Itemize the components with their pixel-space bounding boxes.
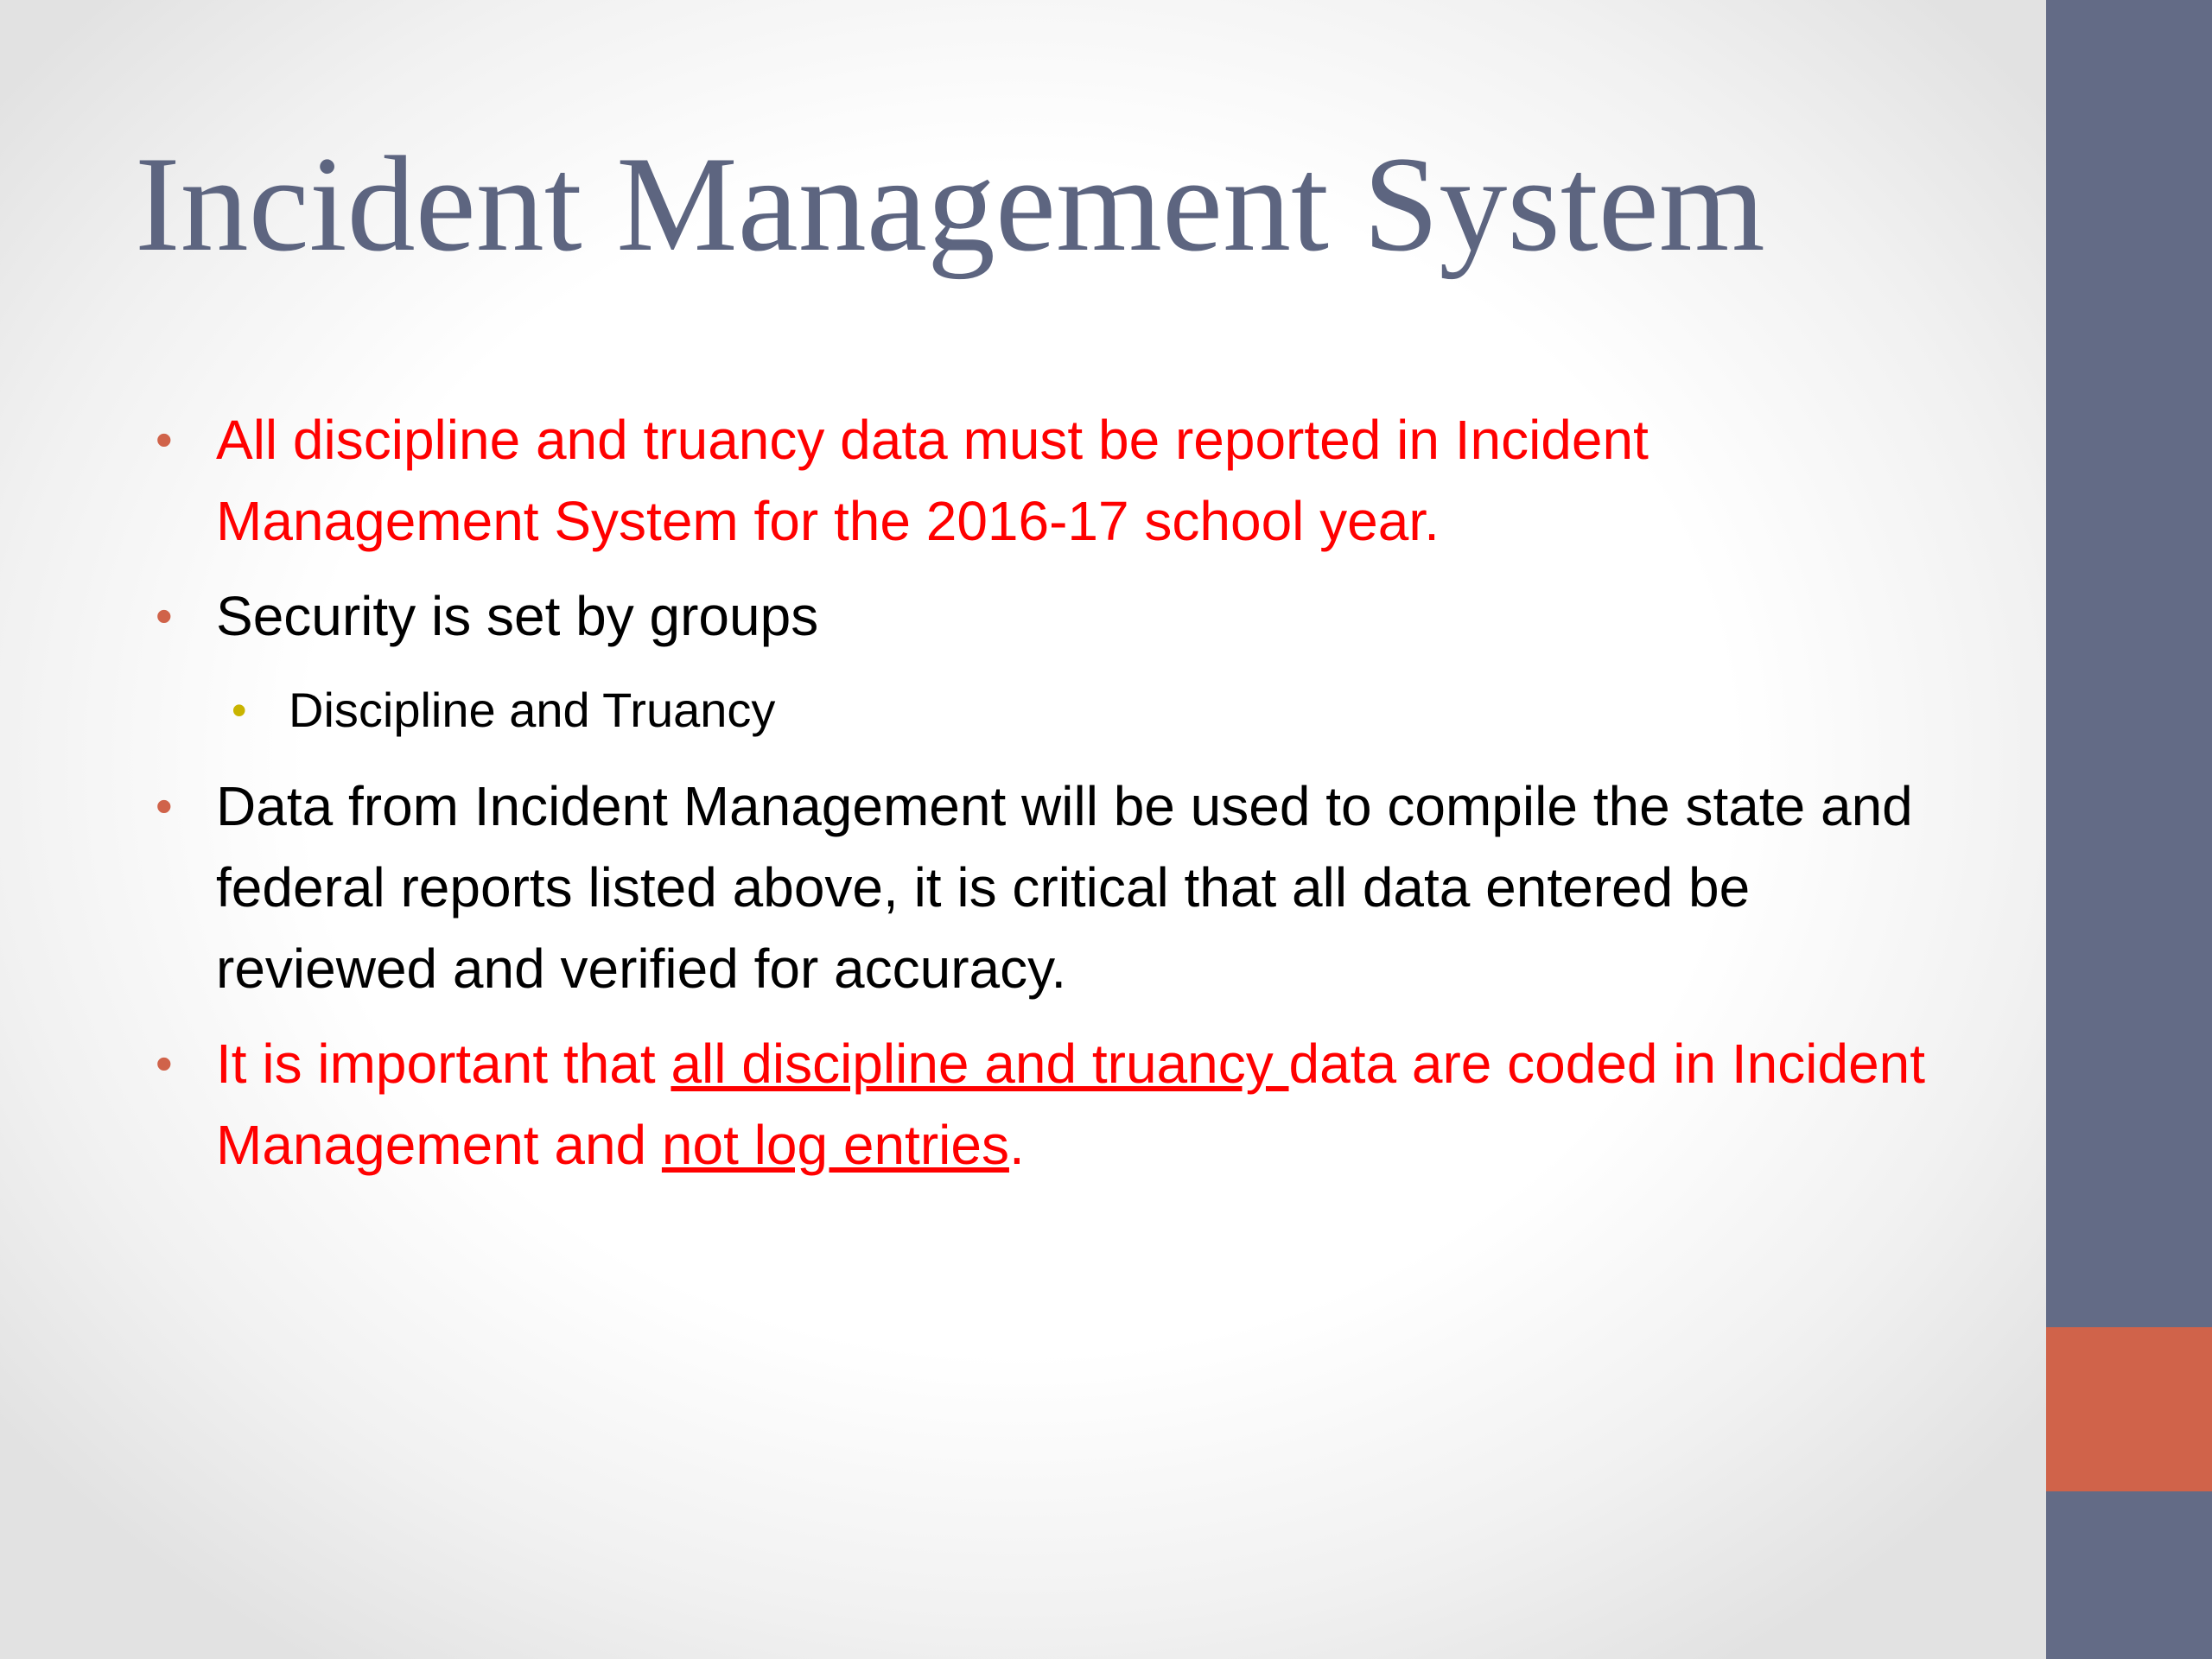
sub-bullet-dot-icon: • bbox=[232, 686, 247, 734]
sub-bullet-item-groups bbox=[156, 671, 1970, 750]
slide-title: Incident Management System bbox=[135, 129, 1765, 280]
bullet-dot-icon: • bbox=[156, 588, 173, 643]
bullet-list bbox=[156, 399, 1970, 1199]
bullet-text-part: . bbox=[1008, 1114, 1025, 1176]
bullet-dot-icon: • bbox=[156, 412, 173, 467]
underlined-emphasis: not log entries bbox=[661, 1114, 1009, 1176]
bullet-item-data-usage bbox=[156, 766, 1970, 1009]
underlined-emphasis: all discipline and truancy bbox=[671, 1033, 1289, 1095]
bullet-item-reporting bbox=[156, 399, 1970, 562]
bullet-dot-icon: • bbox=[156, 1036, 173, 1090]
bullet-text: All discipline and truancy data must be reported in Incident Management System for the 2016-17 school year. bbox=[216, 409, 1649, 552]
side-accent-block bbox=[2046, 1327, 2212, 1491]
sub-bullet-text: Discipline and Truancy bbox=[289, 683, 776, 737]
bullet-text-part: data are coded in Incident Management and bbox=[216, 1033, 1926, 1176]
bullet-dot-icon: • bbox=[156, 779, 173, 833]
bullet-text: Data from Incident Management will be used to compile the state and federal reports listed above, it is critical that all data entered be reviewed and verified for accuracy. bbox=[216, 775, 1913, 1000]
bullet-item-coding bbox=[156, 1023, 1970, 1185]
bullet-item-security bbox=[156, 575, 1970, 657]
bullet-text: Security is set by groups bbox=[216, 585, 819, 647]
bullet-text-part: It is important that bbox=[216, 1033, 671, 1095]
